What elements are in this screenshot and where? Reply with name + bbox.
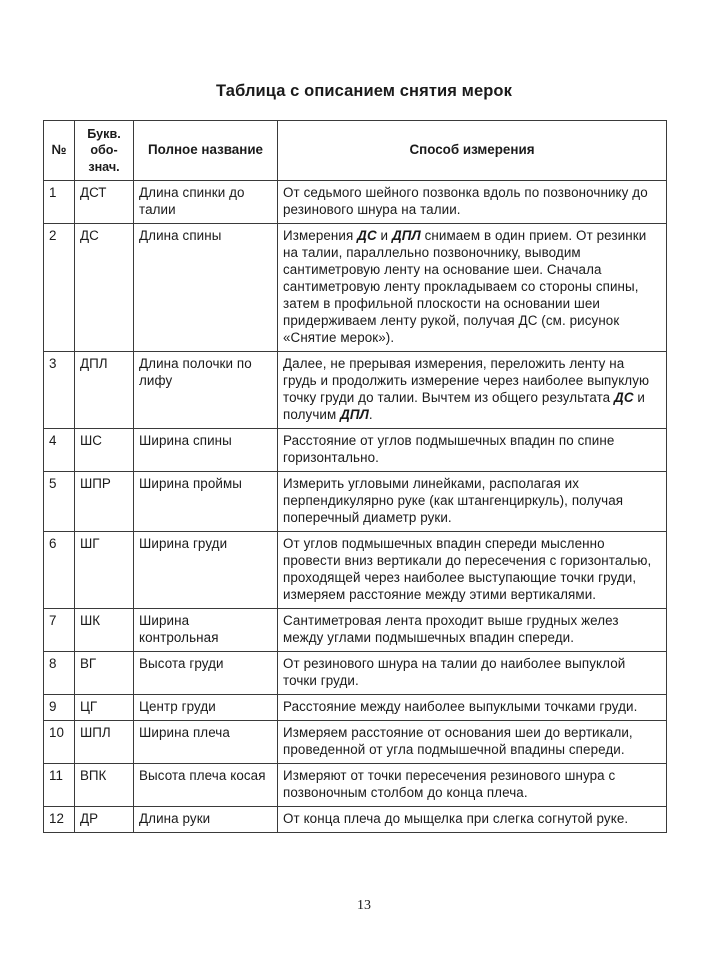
table-row [44,224,667,352]
table-row [44,807,667,833]
row-abbreviation: ШПЛ [75,721,134,764]
method-text: . [368,407,373,422]
row-method: От углов подмышечных впадин спереди мысленно провести вниз вертикали до пересечения с горизонталью, проходящей через наиболее выступающие точки груди, измеряем расстояние между этими вертикалями. [278,532,667,609]
row-full-name: Длина спинки до талии [134,181,278,224]
row-abbreviation: ДС [75,224,134,352]
row-full-name: Длина полочки по лифу [134,352,278,429]
page-number: 13 [357,898,371,913]
header-abbreviation: Букв. обо-знач. [75,121,134,181]
method-text: и получим [283,390,645,422]
row-full-name: Длина спины [134,224,278,352]
row-abbreviation: ШК [75,609,134,652]
row-full-name: Ширина плеча [134,721,278,764]
row-method: Измеряют от точки пересечения резинового шнура с позвоночным столбом до конца плеча. [278,764,667,807]
row-abbreviation: ШГ [75,532,134,609]
row-method: Расстояние от углов подмышечных впадин по спине горизонтально. [278,429,667,472]
row-number: 11 [44,764,75,807]
row-full-name: Центр груди [134,695,278,721]
row-number: 9 [44,695,75,721]
inline-abbreviation: ДПЛ [340,407,369,422]
row-method: От резинового шнура на талии до наиболее выпуклой точки груди. [278,652,667,695]
row-method [278,224,667,352]
row-full-name: Ширина спины [134,429,278,472]
row-method: От седьмого шейного позвонка вдоль по позвоночнику до резинового шнура на талии. [278,181,667,224]
row-number: 7 [44,609,75,652]
table-row [44,721,667,764]
page-title: Таблица с описанием снятия мерок [216,82,512,100]
table-row [44,695,667,721]
row-method: Измерить угловыми линейками, располагая их перпендикулярно руке (как штангенциркуль), получая поперечный диаметр руки. [278,472,667,532]
method-text: снимаем в один прием. От резинки на талии, параллельно позвоночнику, выводим сантиметровую ленту на основание шеи. Сначала сантиметровую ленту прокладываем со стороны спины, затем в профильной плоскости на основании шеи придерживаем ленту рукой, получая ДС (см. рисунок «Снятие мерок»). [283,228,647,345]
row-number: 12 [44,807,75,833]
row-abbreviation: ШС [75,429,134,472]
measurements-table [43,120,667,833]
row-method: Сантиметровая лента проходит выше грудных желез между углами подмышечных впадин спереди. [278,609,667,652]
header-number: № [44,121,75,181]
row-number: 8 [44,652,75,695]
row-full-name: Ширина контрольная [134,609,278,652]
row-full-name: Ширина проймы [134,472,278,532]
row-abbreviation: ДПЛ [75,352,134,429]
table-row [44,532,667,609]
header-method: Способ измерения [278,121,667,181]
row-number: 10 [44,721,75,764]
row-abbreviation: ВПК [75,764,134,807]
row-number: 6 [44,532,75,609]
method-text: Измерения [283,228,358,243]
method-text: и [376,228,392,243]
row-method: Измеряем расстояние от основания шеи до вертикали, проведенной от угла подмышечной впадины спереди. [278,721,667,764]
table-header-row [44,121,667,181]
row-number: 2 [44,224,75,352]
row-full-name: Высота плеча косая [134,764,278,807]
row-abbreviation: ЦГ [75,695,134,721]
table-row [44,472,667,532]
inline-abbreviation: ДС [614,390,634,405]
row-method: От конца плеча до мыщелка при слегка согнутой руке. [278,807,667,833]
inline-abbreviation: ДПЛ [391,228,421,243]
row-method: Расстояние между наиболее выпуклыми точками груди. [278,695,667,721]
row-number: 5 [44,472,75,532]
row-full-name: Высота груди [134,652,278,695]
method-text: Далее, не прерывая измерения, переложить ленту на грудь и продолжить измерение через наиболее выпуклую точку груди до талии. Вычтем из общего результата [283,356,650,405]
header-full-name: Полное название [134,121,278,181]
row-number: 4 [44,429,75,472]
table-row [44,181,667,224]
row-number: 3 [44,352,75,429]
table-row [44,609,667,652]
inline-abbreviation: ДС [357,228,377,243]
table-row [44,429,667,472]
row-abbreviation: ДР [75,807,134,833]
row-abbreviation: ШПР [75,472,134,532]
row-method [278,352,667,429]
row-full-name: Длина руки [134,807,278,833]
table-row [44,764,667,807]
table-row [44,352,667,429]
table-row [44,652,667,695]
row-full-name: Ширина груди [134,532,278,609]
row-abbreviation: ДСТ [75,181,134,224]
row-number: 1 [44,181,75,224]
row-abbreviation: ВГ [75,652,134,695]
